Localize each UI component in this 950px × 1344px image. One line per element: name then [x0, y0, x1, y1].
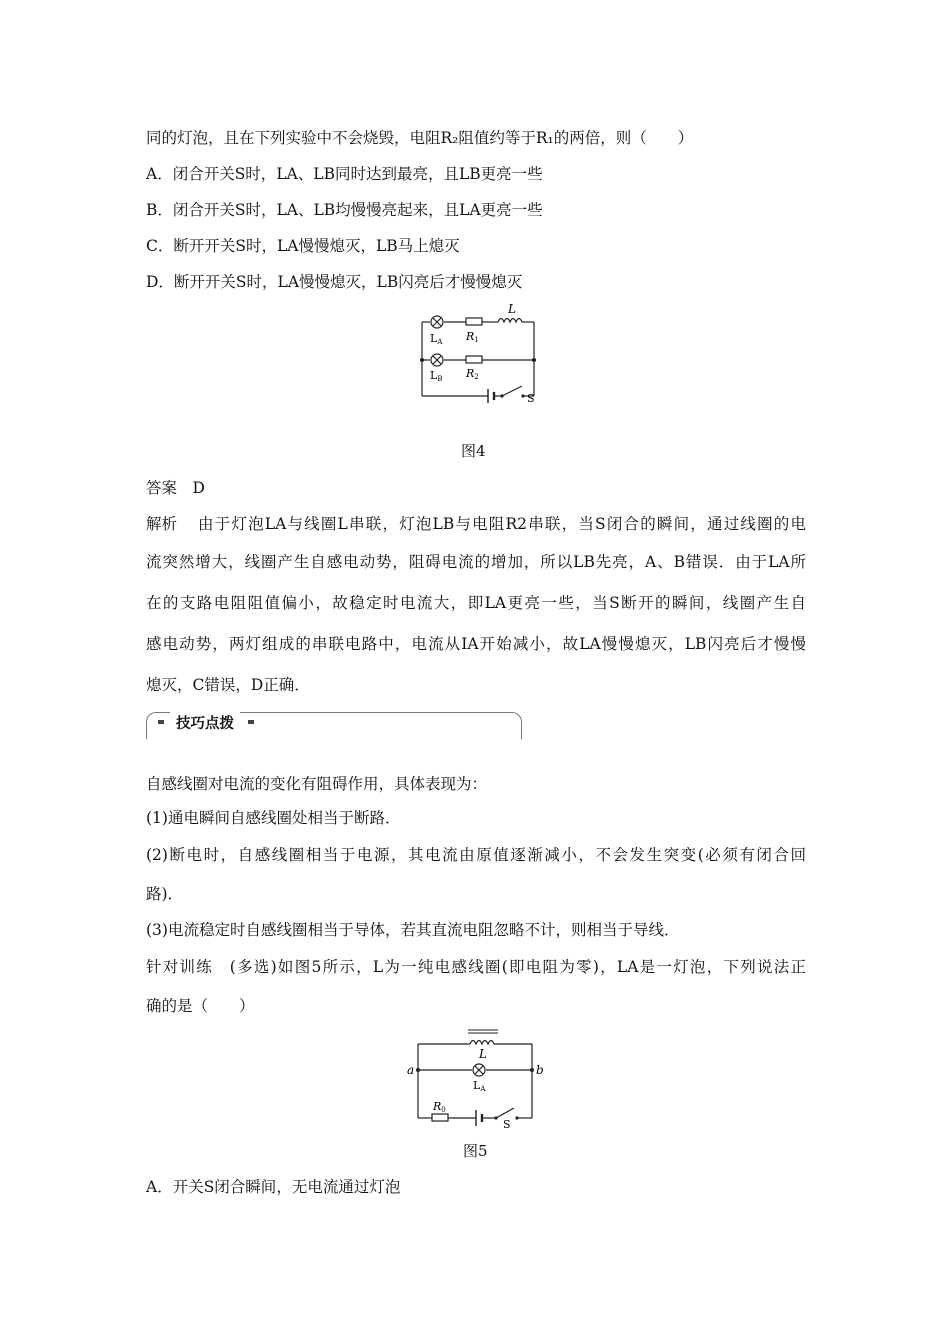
tip-line-3: (2)断电时，自感线圈相当于电源，其电流由原值逐渐减小，不会发生突变(必须有闭合回 — [146, 846, 806, 864]
tip-line-4: 路)． — [146, 885, 184, 903]
fig4-label-r1: R — [466, 330, 475, 343]
analysis-line-1: 由于灯泡LA与线圈L串联，灯泡LB与电阻R2串联，当S闭合的瞬间，通过线圈的电 — [198, 515, 806, 533]
tip-line-1: 自感线圈对电流的变化有阻碍作用，具体表现为： — [146, 775, 488, 793]
tip-line-5: (3)电流稳定时自感线圈相当于导体，若其直流电阻忽略不计，则相当于导线． — [146, 921, 680, 939]
svg-text:LA — [473, 1079, 486, 1093]
analysis-line-4: 感电动势，两灯组成的串联电路中，电流从IA开始减小，故LA慢慢熄灭，LB闪亮后才慢慢 — [146, 635, 806, 653]
training-line-1: 针对训练 (多选)如图5所示，L为一纯电感线圈(即电阻为零)，LA是一灯泡，下列说法正 — [146, 958, 806, 976]
training-line-2: 确的是（ ） — [146, 997, 255, 1015]
fig4-label-lb: L — [430, 369, 438, 382]
fig4-label-lb-sub: B — [437, 375, 443, 383]
svg-text:LB — [430, 369, 442, 383]
fig4-label-s: S — [527, 392, 535, 404]
fig5-label-la-sub: A — [480, 1085, 486, 1093]
svg-text:R0 — [432, 1100, 446, 1114]
svg-text:R2 — [465, 367, 479, 381]
svg-text:LA — [430, 332, 443, 346]
question-tail: 同的灯泡，且在下列实验中不会烧毁，电阻R₂阻值约等于R₁的两倍，则（ ） — [146, 129, 694, 147]
fig5-label-l: L — [479, 1047, 487, 1061]
fig5-label-r0-sub: 0 — [441, 1106, 446, 1114]
fig4-label-r2: R — [466, 367, 475, 380]
option-b: B．闭合开关S时，LA、LB均慢慢亮起来，且LA更亮一些 — [146, 201, 543, 219]
fig4-label-la-sub: A — [437, 338, 443, 346]
fig5-label-s: S — [503, 1118, 511, 1128]
fig5-label-r0: R — [433, 1100, 442, 1113]
fig5-label-b: b — [536, 1063, 544, 1077]
fig5-label-la: L — [473, 1079, 481, 1092]
answer: 答案 D — [146, 479, 205, 497]
tip-line-2: (1)通电瞬间自感线圈处相当于断路． — [146, 809, 401, 827]
fig4-label-l: L — [508, 302, 516, 316]
analysis-line-3: 在的支路电阻阻值偏小，故稳定时电流大，即LA更亮一些，当S断开的瞬间，线圈产生自 — [146, 594, 806, 612]
analysis-line-5: 熄灭，C错误，D正确． — [146, 676, 310, 694]
figure-5-circuit — [402, 1024, 552, 1128]
analysis-line-2: 流突然增大，线圈产生自感电动势，阻碍电流的增加，所以LB先亮，A、B错误．由于LA所 — [146, 553, 806, 571]
figure-4-circuit — [410, 300, 550, 404]
figure-5-caption: 图5 — [463, 1142, 488, 1160]
fig4-label-la: L — [430, 332, 438, 345]
tip-title: 技巧点拨 — [170, 712, 240, 733]
analysis-label: 解析 — [146, 515, 178, 533]
tip-dash-left — [158, 720, 164, 724]
figure-4-caption: 图4 — [461, 442, 486, 460]
fig4-label-r2-sub: 2 — [474, 373, 479, 381]
option-d: D．断开开关S时，LA慢慢熄灭，LB闪亮后才慢慢熄灭 — [146, 273, 523, 291]
option-a: A．闭合开关S时，LA、LB同时达到最亮，且LB更亮一些 — [146, 165, 543, 183]
option-c: C．断开开关S时，LA慢慢熄灭，LB马上熄灭 — [146, 237, 460, 255]
fig4-label-r1-sub: 1 — [474, 336, 479, 344]
fig5-label-a: a — [407, 1063, 415, 1077]
tip-dash-right — [248, 720, 254, 724]
option-5a: A．开关S闭合瞬间，无电流通过灯泡 — [146, 1178, 401, 1196]
svg-text:R1 — [465, 330, 479, 344]
